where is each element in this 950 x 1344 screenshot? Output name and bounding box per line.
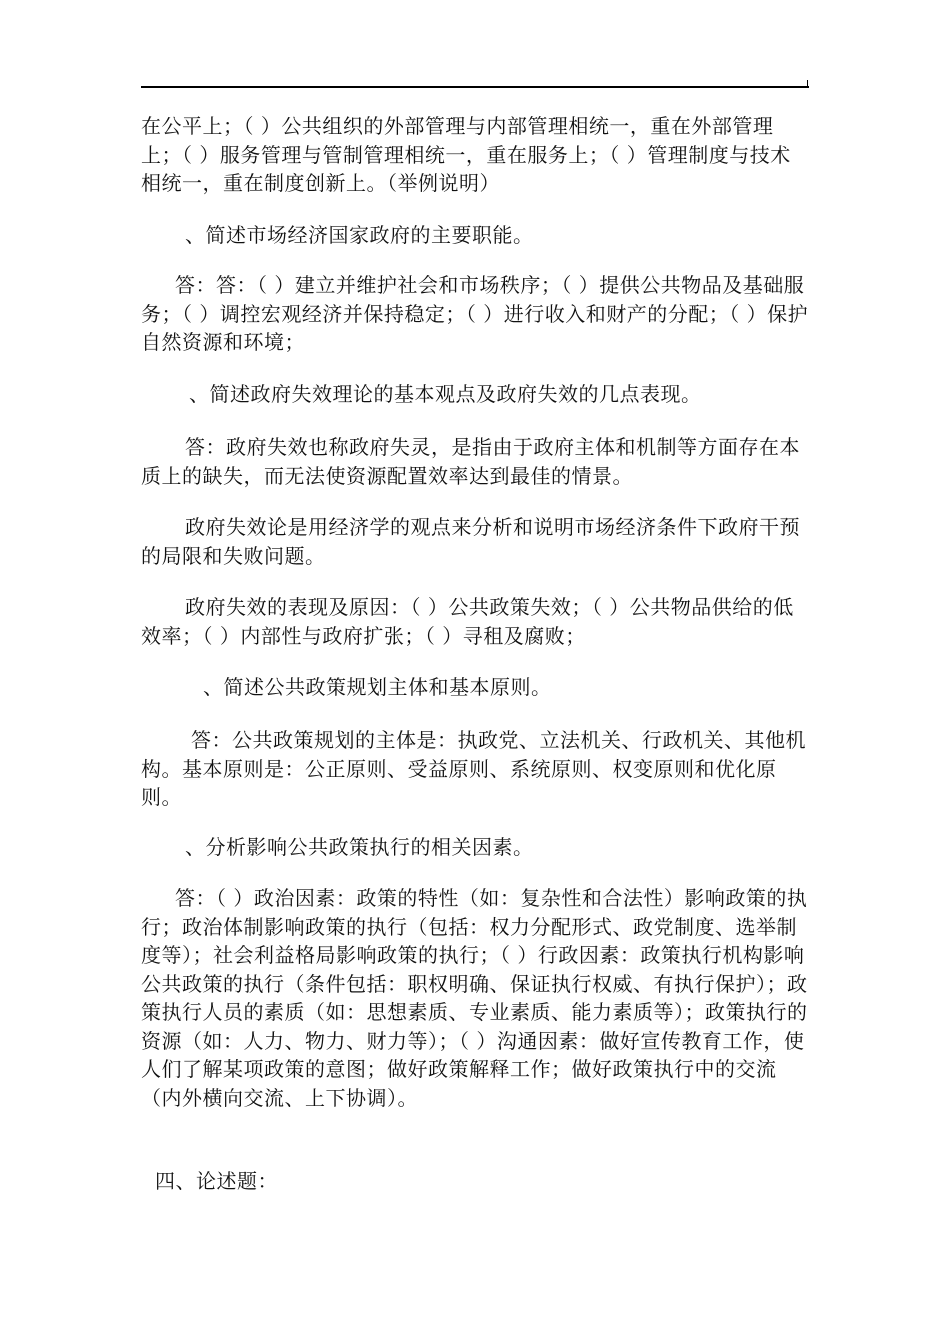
question-policy-planning: 、简述公共政策规划主体和基本原则。 (203, 675, 552, 699)
header-rule-tick (807, 80, 808, 88)
answer-government-failure-theory: 政府失效论是用经济学的观点来分析和说明市场经济条件下政府干预的局限和失败问题。 (141, 515, 800, 568)
paragraph-continuation: 在公平上；（ ）公共组织的外部管理与内部管理相统一，重在外部管理上；（ ）服务管理与管制管理相统一，重在服务上；（ ）管理制度与技术相统一，重在制度创新上。（举例说明） (141, 114, 791, 195)
answer-government-failure-definition: 答：政府失效也称政府失灵，是指由于政府主体和机制等方面存在本质上的缺失，而无法使资源配置效率达到最佳的情景。 (141, 435, 800, 488)
question-policy-execution-factors: 、分析影响公共政策执行的相关因素。 (185, 835, 534, 859)
answer-government-failure-causes: 政府失效的表现及原因：（ ）公共政策失效；（ ）公共物品供给的低效率；（ ）内部性与政府扩张；（ ）寻租及腐败； (141, 595, 794, 648)
answer-market-economy-functions: 答：答：（ ）建立并维护社会和市场秩序；（ ）提供公共物品及基础服务；（ ）调控宏观经济并保持稳定；（ ）进行收入和财产的分配；（ ）保护自然资源和环境； (141, 273, 809, 354)
question-government-failure: 、简述政府失效理论的基本观点及政府失效的几点表现。 (189, 382, 702, 406)
question-market-economy-functions: 、简述市场经济国家政府的主要职能。 (185, 223, 534, 247)
section-heading-essay: 四、论述题： (155, 1169, 278, 1193)
answer-policy-planning: 答：公共政策规划的主体是：执政党、立法机关、行政机关、其他机构。基本原则是：公正原则、受益原则、系统原则、权变原则和优化原则。 (141, 728, 806, 809)
answer-policy-execution-factors: 答：（ ）政治因素：政策的特性（如：复杂性和合法性）影响政策的执行；政治体制影响政策的执行（包括：权力分配形式、政党制度、选举制度等）；社会利益格局影响政策的执行；（ ）行政因素：政策执行机构影响公共政策的执行（条件包括：职权明确、保证执行权威、有执行保护）；政策执行人员的素质（如：思想素质、专业素质、能力素质等）；政策执行的资源（如：人力、物力、财力等）；（ ）沟通因素：做好宣传教育工作，使人们了解某项政策的意图；做好政策解释工作；做好政策执行中的交流（内外横向交流、上下协调）。 (141, 886, 808, 1110)
header-rule (141, 86, 809, 88)
